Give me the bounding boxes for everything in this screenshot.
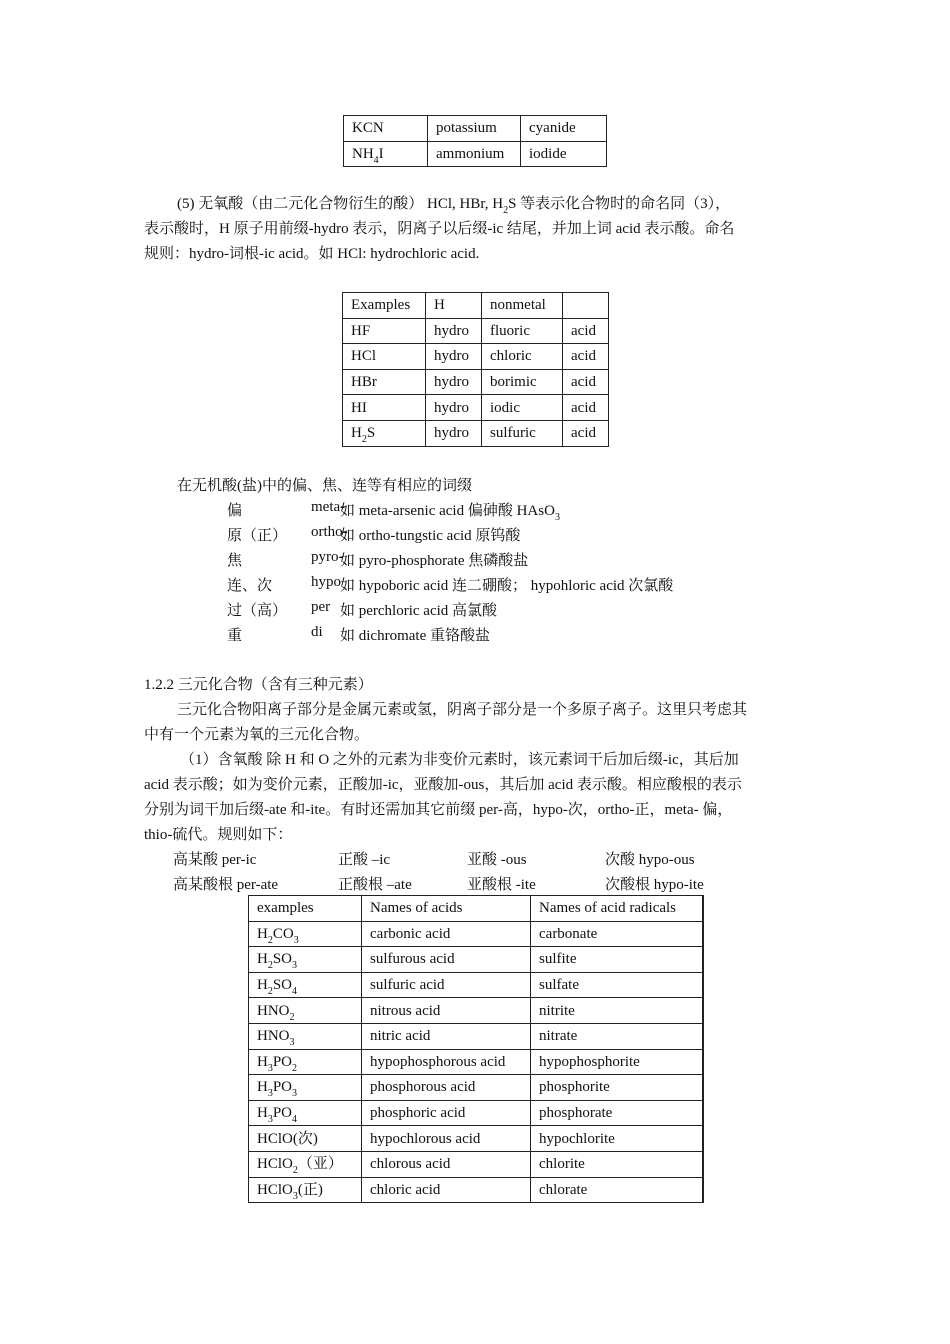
table-cell: HBr [343,369,426,395]
prefix-chinese: 原（正） [227,528,288,544]
table-row [249,972,704,998]
table-row [249,1023,704,1049]
formula-cell [249,1151,362,1177]
formula-cell [249,1023,362,1049]
subscript: 2 [267,986,273,998]
prefix-example-text: 如 dichromate 重铬酸盐 [340,628,490,644]
radical-name-cell: nitrite [531,998,704,1024]
radical-name-cell: carbonate [531,921,704,947]
oxyacid-line2: acid 表示酸；如为变价元素，正酸加-ic，亚酸加-ous，其后加 acid 表示酸。相应酸根的表示 [144,777,742,793]
formula-part: SO [272,977,293,994]
prefix-chinese: 重 [227,628,243,644]
subscript: 3 [289,1037,295,1049]
rule-per-ic: 高某酸 per-ic [173,852,257,868]
table-row [249,921,704,947]
table-header-row [343,293,609,319]
prefix-example-text: 如 ortho-tungstic acid 原钨酸 [340,528,521,544]
formula-part: H [257,925,268,942]
subscript: 3 [292,960,298,972]
table-row [343,420,609,446]
radical-name-cell: chlorite [531,1151,704,1177]
prefix-example [340,524,520,545]
formula-cell [249,1177,362,1203]
radical-name-cell: hypochlorite [531,1126,704,1152]
prefix-chinese: 焦 [227,553,243,569]
formula-cell [249,1100,362,1126]
prefix-intro: 在无机酸(盐)中的偏、焦、连等有相应的词缀 [177,478,472,494]
table-cell: borimic [482,369,563,395]
subscript: 3 [292,1088,298,1100]
prefix-english: hypo [311,574,341,590]
prefix-example-text: 如 hypoboric acid 连二硼酸； hypohloric acid 次氯酸 [340,578,674,594]
radical-name-cell: hypophosphorite [531,1049,704,1075]
header-cell: nonmetal [482,293,563,319]
formula-cell: $NH_4I$ [344,141,428,167]
prefix-example [340,499,560,523]
header-cell: H [426,293,482,319]
subscript: 3 [293,934,299,946]
table-row [249,947,704,973]
formula-cell [249,972,362,998]
formula-cell [249,921,362,947]
ternary-line1: 三元化合物阳离子部分是金属元素或氢，阴离子部分是一个多原子离子。这里只考虑其 [177,702,748,718]
acid-name-cell: phosphoric acid [362,1100,531,1126]
rule-per-ate: 高某酸根 per-ate [173,877,279,893]
table-cell: ammonium [428,141,521,167]
subscript: 2 [267,960,273,972]
table-header-row [249,896,704,922]
acid-name-cell: hypophosphorous acid [362,1049,531,1075]
table-cell: hydro [426,318,482,344]
table-cell: hydro [426,369,482,395]
formula-cell [249,998,362,1024]
table-cell: iodic [482,395,563,421]
table-cell: HF [343,318,426,344]
formula-part: HNO [257,1002,290,1019]
formula-part: PO [272,1105,293,1122]
subscript: 2 [292,1165,298,1177]
prefix-example-text: 如 perchloric acid 高氯酸 [340,603,498,619]
table-row [343,318,609,344]
hydro-acid-table [342,292,609,447]
radical-name-cell: phosphorite [531,1075,704,1101]
oxyacid-table [248,895,704,1203]
prefix-example-text: 如 pyro-phosphorate 焦磷酸盐 [340,553,529,569]
para5-line1: (5) 无氧酸（由二元化合物衍生的酸） HCl, HBr, $H_2S$ 等表示化合物时的命名同（3）， [177,196,731,216]
radical-name-cell: sulfate [531,972,704,998]
table-cell: fluoric [482,318,563,344]
table-row [249,998,704,1024]
rule-ite: 亚酸根 -ite [467,877,536,893]
oxyacid-line3: 分别为词干加后缀-ate 和-ite。有时还需加其它前缀 per-高，hypo-次，ortho-正，meta- 偏， [144,802,733,818]
formula-part: (正) [297,1181,323,1198]
acid-name-cell: sulfurous acid [362,947,531,973]
table-cell: iodide [521,141,607,167]
header-cell: examples [249,896,362,922]
table-row [249,1126,704,1152]
table-row [344,116,607,142]
header-cell: Examples [343,293,426,319]
acid-name-cell: hypochlorous acid [362,1126,531,1152]
table-cell: potassium [428,116,521,142]
acid-name-cell: chlorous acid [362,1151,531,1177]
table-cell: acid [563,318,609,344]
ternary-line2: 中有一个元素为氧的三元化合物。 [144,727,370,743]
para5-line3: 规则：hydro-词根-ic acid。如 HCl: hydrochloric acid. [144,246,480,262]
subscript: 3 [292,1190,298,1202]
acid-name-cell: chloric acid [362,1177,531,1203]
prefix-english: pyro- [311,549,344,565]
prefix-english: meta- [311,499,346,515]
acid-name-cell: nitrous acid [362,998,531,1024]
subscript: 2 [292,1062,298,1074]
radical-name-cell: sulfite [531,947,704,973]
table-row [249,1049,704,1075]
table-cell: chloric [482,344,563,370]
para5-line2: 表示酸时，H 原子用前缀-hydro 表示，阴离子以后缀-ic 结尾，并加上词 acid 表示酸。命名 [144,221,735,237]
formula-part: HClO [257,1156,293,1173]
formula-part: H [257,1053,268,1070]
formula-cell [249,1126,362,1152]
rule-ate: 正酸根 –ate [338,877,412,893]
formula-cell [249,1075,362,1101]
acid-name-cell: nitric acid [362,1023,531,1049]
prefix-chinese: 偏 [227,503,243,519]
table-cell: acid [563,344,609,370]
oxyacid-line1: （1）含氧酸 除 H 和 O 之外的元素为非变价元素时，该元素词干后加后缀-ic，其后加 [180,752,739,768]
prefix-english: per [311,599,331,615]
table-row [343,395,609,421]
rule-ous: 亚酸 -ous [467,852,527,868]
table-row [249,1100,704,1126]
radical-name-cell: nitrate [531,1023,704,1049]
formula-part: PO [272,1079,293,1096]
prefix-example-text: 如 meta-arsenic acid 偏砷酸 HAsO [340,503,555,519]
formula-part: HClO [257,1181,293,1198]
prefix-example [340,549,528,570]
formula-part: PO [272,1053,293,1070]
table-cell: hydro [426,395,482,421]
subscript: 4 [292,986,298,998]
prefix-chinese: 连、次 [227,578,273,594]
subscript: 3 [267,1114,273,1126]
formula-cell [249,947,362,973]
radical-name-cell: phosphorate [531,1100,704,1126]
table-cell: HCl [343,344,426,370]
table-cell: hydro [426,420,482,446]
table-cell: hydro [426,344,482,370]
formula-cell [249,1049,362,1075]
table-cell: acid [563,420,609,446]
header-cell: Names of acids [362,896,531,922]
acid-name-cell: phosphorous acid [362,1075,531,1101]
subscript: 3 [554,512,560,523]
formula-part: HClO(次) [257,1130,318,1147]
rule-ic: 正酸 –ic [338,852,391,868]
salts-table [343,115,607,167]
prefix-example [340,624,490,645]
table-cell: HI [343,395,426,421]
subscript: 4 [292,1114,298,1126]
prefix-example [340,599,497,620]
rule-hypo-ous: 次酸 hypo-ous [605,852,695,868]
table-row [249,1151,704,1177]
header-cell [563,293,609,319]
formula-part: H [257,1079,268,1096]
acid-name-cell: carbonic acid [362,921,531,947]
table-cell: acid [563,369,609,395]
formula-part: H [257,977,268,994]
radical-name-cell: chlorate [531,1177,704,1203]
subscript: 3 [267,1062,273,1074]
prefix-chinese: 过（高） [227,603,288,619]
prefix-example [340,574,673,595]
section-title: 1.2.2 三元化合物（含有三种元素） [144,677,373,693]
table-row [343,344,609,370]
table-cell: KCN [344,116,428,142]
formula-part: （亚） [297,1156,343,1173]
subscript: 3 [267,1088,273,1100]
table-cell: sulfuric [482,420,563,446]
formula-part: H [257,951,268,968]
table-cell: acid [563,395,609,421]
prefix-english: ortho- [311,524,348,540]
subscript: 2 [267,934,273,946]
acid-name-cell: sulfuric acid [362,972,531,998]
table-row [249,1177,704,1203]
table-row [344,141,607,167]
table-row [343,369,609,395]
header-cell: Names of acid radicals [531,896,704,922]
oxyacid-line4: thio-硫代。规则如下： [144,827,293,843]
formula-part: CO [272,925,294,942]
prefix-english: di [311,624,323,640]
subscript: 2 [289,1011,295,1023]
formula-part: SO [272,951,293,968]
formula-part: HNO [257,1028,290,1045]
table-cell: cyanide [521,116,607,142]
table-row [249,1075,704,1101]
formula-part: H [257,1105,268,1122]
formula-cell: $H_2S$ [343,420,426,446]
rule-hypo-ite: 次酸根 hypo-ite [605,877,704,893]
